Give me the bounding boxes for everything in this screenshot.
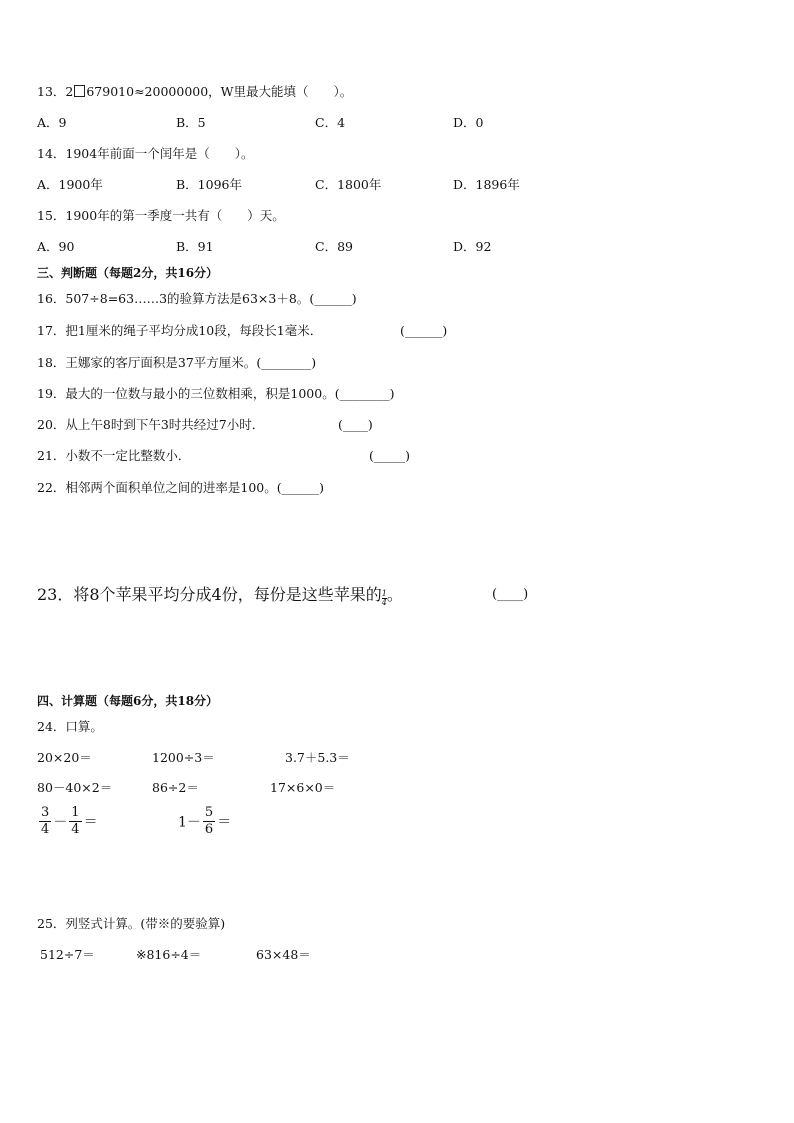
q15-stem: 15．1900年的第一季度一共有（ ）天。 [37, 208, 285, 223]
fraction-numerator: 3 [41, 805, 50, 820]
q13-option-c[interactable]: C．4 [315, 115, 346, 130]
tf-item-text: 22．相邻两个面积单位之间的进率是100。 [37, 480, 277, 495]
fraction-numerator: 1 [381, 589, 387, 598]
calc-item: 17×6×0＝ [270, 780, 336, 795]
calc-item: 63×48＝ [256, 947, 311, 962]
fraction-denominator: 6 [204, 822, 214, 837]
tf-item-19 [37, 386, 394, 402]
tf-item-text: 17．把1厘米的绳子平均分成10段，每段长1毫米． [37, 323, 323, 338]
calc-item: 512÷7＝ [40, 947, 95, 962]
tf-item-text: 16．507÷8=63……3的验算方法是63×3＋8。 [37, 291, 310, 306]
calc-item: 20×20＝ [37, 750, 92, 765]
tf-item-18 [37, 355, 316, 371]
fraction [203, 805, 215, 838]
fraction-expression-2 [178, 805, 231, 838]
calc-item: 80－40×2＝ [37, 780, 113, 795]
q25-title: 25．列竖式计算。(带※的要验算) [37, 916, 226, 931]
fraction-numerator: 5 [204, 805, 214, 820]
tf-item-23 [37, 584, 403, 607]
q13-number: 13． [37, 84, 66, 99]
q14-option-c[interactable]: C．1800年 [315, 177, 382, 192]
answer-blank[interactable]: (____) [492, 587, 529, 602]
answer-blank[interactable]: (______) [400, 323, 448, 338]
calc-item: 3.7＋5.3＝ [285, 750, 350, 765]
answer-blank[interactable]: (______) [276, 480, 325, 495]
box-placeholder-icon [74, 85, 85, 97]
q13-option-a[interactable]: A．9 [37, 115, 67, 130]
section-3-heading: 三、判断题（每题2分，共16分） [37, 266, 219, 280]
equals-sign: ＝ [83, 814, 98, 831]
fraction [69, 805, 81, 838]
q13-option-b[interactable]: B．5 [176, 115, 206, 130]
q14-option-d[interactable]: D．1896年 [453, 177, 520, 192]
q15-option-d[interactable]: D．92 [453, 239, 492, 254]
tf-item-21 [37, 448, 190, 464]
fraction-expression-1 [37, 805, 98, 838]
q15-option-c[interactable]: C．89 [315, 239, 353, 254]
answer-blank[interactable]: (______) [309, 291, 357, 306]
fraction [39, 805, 51, 838]
tf-item-text: 19．最大的一位数与最小的三位数相乘，积是1000。 [37, 386, 335, 401]
calc-item: 1200÷3＝ [152, 750, 215, 765]
tf-item-end: 。 [386, 585, 403, 604]
equals-sign: ＝ [217, 814, 232, 831]
tf-item-16 [37, 291, 357, 307]
q14-option-b[interactable]: B．1096年 [176, 177, 242, 192]
answer-blank[interactable]: (________) [256, 355, 317, 370]
tf-item-text: 20．从上午8时到下午3时共经过7小时． [37, 417, 265, 432]
q13-post: 679010≈20000000，W里最大能填（ ）。 [86, 84, 353, 99]
tf-item-20 [37, 417, 264, 433]
answer-blank[interactable]: (_____) [369, 448, 411, 463]
fraction-numerator: 1 [71, 805, 80, 820]
section-4-heading: 四、计算题（每题6分，共18分） [37, 694, 219, 708]
minus-sign: － [53, 814, 68, 831]
fraction-denominator: 4 [71, 822, 80, 837]
q24-title: 24．口算。 [37, 719, 103, 734]
q14-stem: 14．1904年前面一个闰年是（ ）。 [37, 146, 254, 161]
tf-item-text: 18．王娜家的客厅面积是37平方厘米。 [37, 355, 257, 370]
tf-item-text: 23．将8个苹果平均分成4份，每份是这些苹果的 [37, 585, 382, 604]
fraction-denominator: 4 [381, 598, 387, 607]
q13-pre: 2 [65, 84, 74, 99]
calc-item: 86÷2＝ [152, 780, 199, 795]
q13-stem [37, 84, 352, 100]
tf-item-text: 21．小数不一定比整数小． [37, 448, 191, 463]
tf-item-17 [37, 323, 322, 339]
q13-option-d[interactable]: D．0 [453, 115, 484, 130]
answer-blank[interactable]: (________) [334, 386, 395, 401]
answer-blank[interactable]: (____) [338, 417, 373, 432]
tf-item-22 [37, 480, 324, 496]
q14-option-a[interactable]: A．1900年 [37, 177, 103, 192]
fraction-denominator: 4 [41, 822, 50, 837]
q15-option-b[interactable]: B．91 [176, 239, 214, 254]
q15-option-a[interactable]: A．90 [37, 239, 75, 254]
calc-item: ※816÷4＝ [136, 947, 202, 962]
expression-lead: 1－ [178, 814, 201, 831]
